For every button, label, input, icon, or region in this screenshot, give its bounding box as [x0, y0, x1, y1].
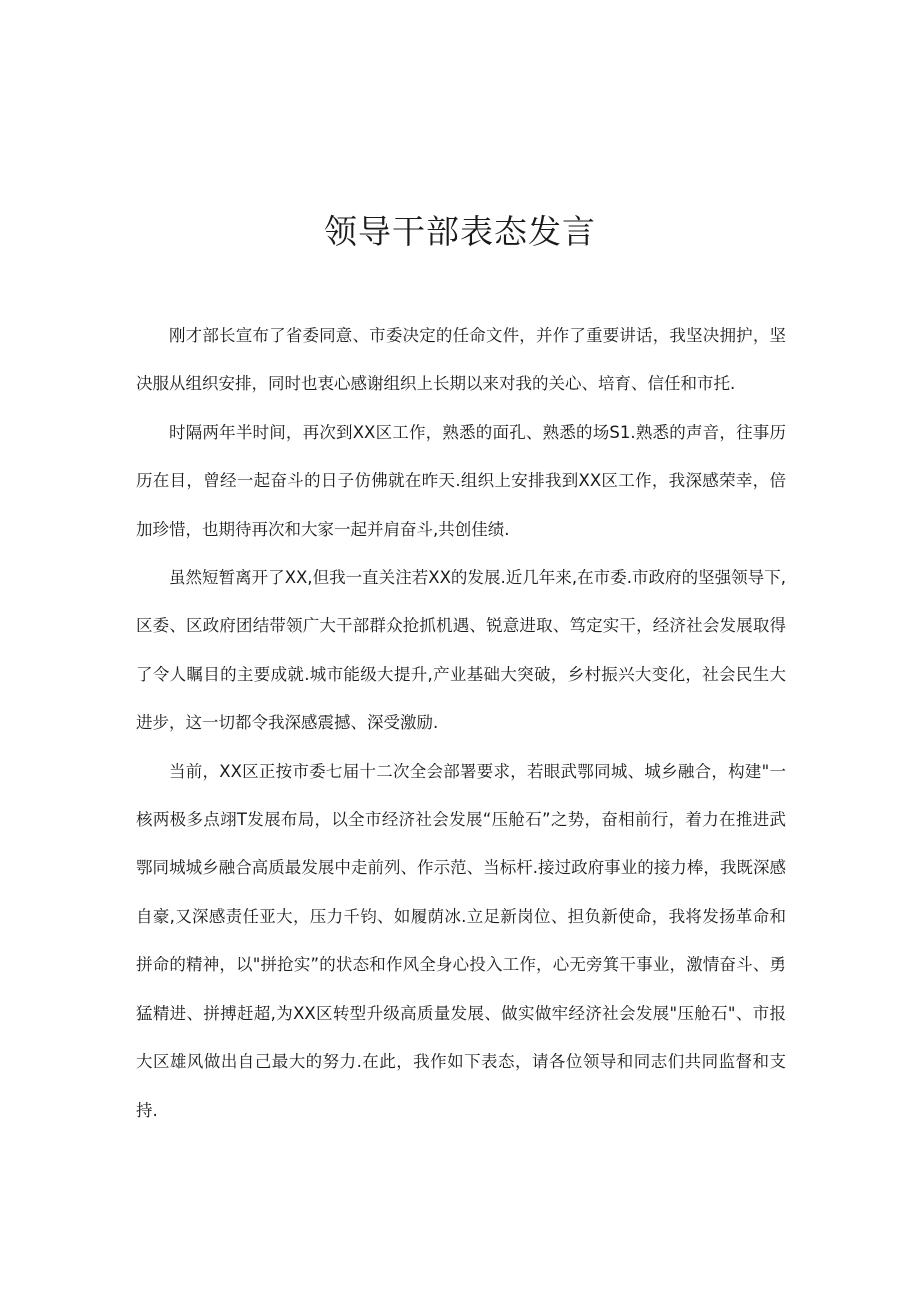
paragraph-3: 虽然短暂离开了XX,但我一直关注若XX的发展.近几年来,在市委.市政府的坚强领导下,区委、区政府团结带领广大干部群众抢抓机遇、锐意进取、笃定实干，经济社会发展取得了令人瞩目的主要成就.城市能级大提升,产业基础大突破，乡村振兴大变化，社会民生大进步，这一切都令我深感震撼、深受激励.	[136, 568, 786, 733]
paragraph-1: 刚才部长宣布了省委同意、市委决定的任命文件，并作了重要讲话，我坚决拥护，坚决服从组织安排，同时也衷心感谢组织上长期以来对我的关心、培育、信任和市托.	[136, 326, 786, 394]
document-title: 领导干部表态发言	[324, 212, 596, 251]
document-body	[136, 312, 786, 1135]
paragraph-4: 当前，XX区正按市委七届十二次全会部署要求，若眼武鄂同城、城乡融合，构建"一核两极多点翊T发展布局，以全市经济社会发展“压舱石”之势，奋相前行，着力在推进武鄂同城城乡融合高质最发展中走前列、作示范、当标杆.接过政府事业的接力棒，我既深感自豪,又深感责任亚大，压力千钧、如履荫冰.立足新岗位、担负新使命，我将发扬革命和拼命的精神，以"拼抢实”的状态和作风全身心投入工作，心无旁箕干事业，激情奋斗、勇猛精进、拼搏赶超,为XX区转型升级高质量发展、做实做牢经济社会发展"压舱石"、市报大区雄风做出自己最大的努力.在此，我作如下表态，请各位领导和同志们共同监督和支持.	[136, 761, 786, 1120]
paragraph-2: 时隔两年半时间，再次到XX区工作，熟悉的面孔、熟悉的场S1.熟悉的声音，往事历历在目，曾经一起奋斗的日子仿佛就在昨天.组织上安排我到XX区工作，我深感荣幸，倍加珍惜，也期待再次和大家一起并肩奋斗,共创佳绩.	[136, 422, 786, 539]
